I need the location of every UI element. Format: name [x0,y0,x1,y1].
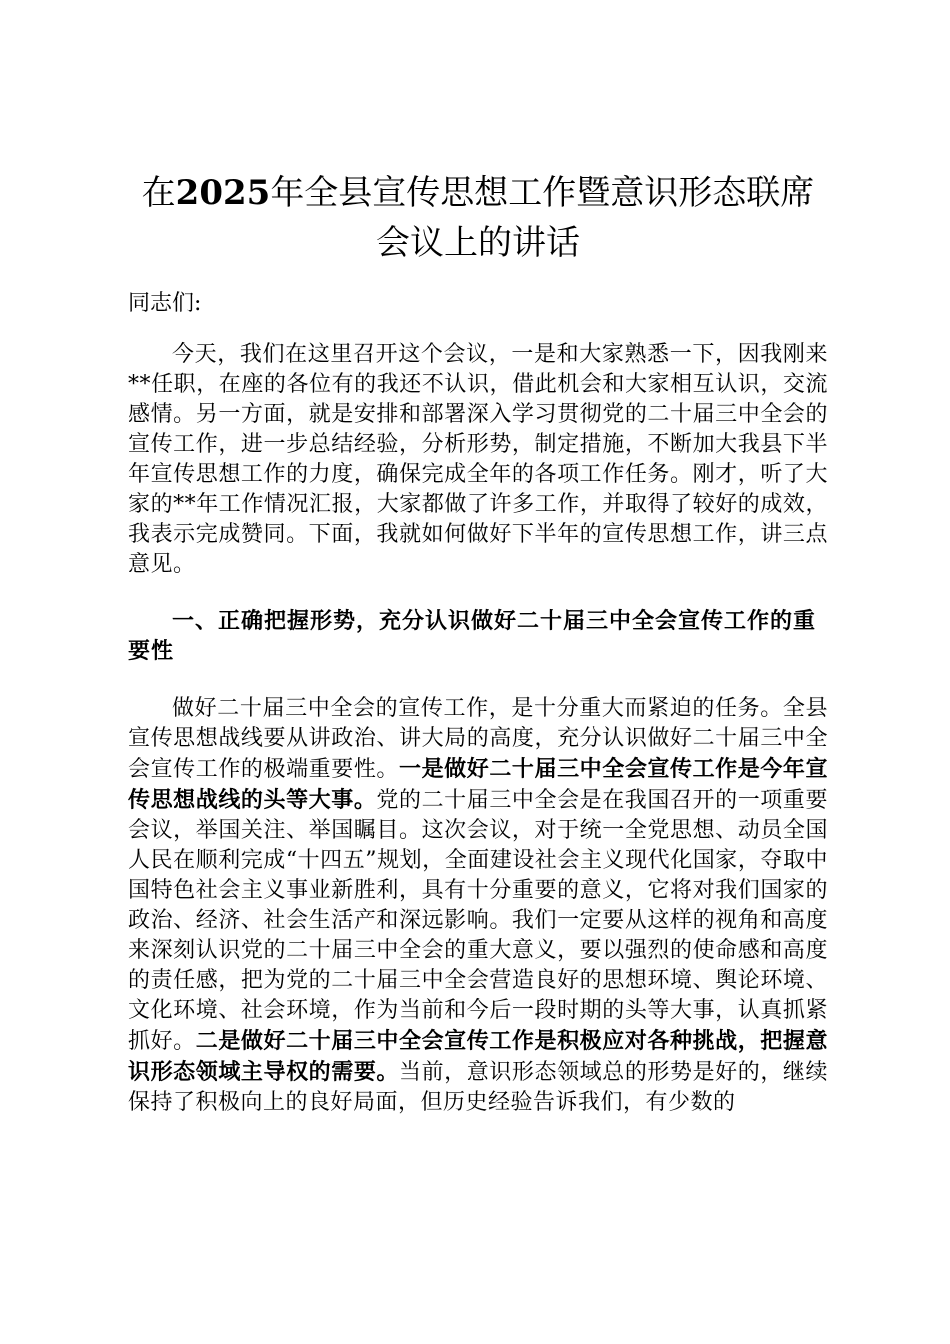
title-prefix: 在 [141,173,176,213]
section-1-text-1: 做好二十届三中全会的宣传工作，是十分重大而紧迫的任务。全县宣传思想战线要从讲政治、讲大局的高度，充分认识做好二十届三中全会宣传工作的极端重要性。 [128,696,828,782]
section-1-text-3: 当前，意识形态领域总的形势是好的，继续保持了积极向上的良好局面，但历史经验告诉我们，有少数的 [128,1060,828,1115]
title-year: 2025 [175,173,271,213]
section-1-heading: 一、正确把握形势，充分认识做好二十届三中全会宣传工作的重要性 [128,608,817,664]
title-suffix: 年全县宣传思想工作暨意识形态联席会议上的讲话 [270,173,815,263]
greeting: 同志们: [128,291,202,316]
document-title [128,168,828,268]
section-1-point-2: 二是做好二十届三中全会宣传工作是积极应对各种挑战，把握意识形态领域主导权的需要。 [128,1028,828,1085]
document-page [128,168,828,1144]
section-1-point-1: 一是做好二十届三中全会宣传工作是今年宣传思想战线的头等大事。 [128,756,828,813]
section-1-text-2: 党的二十届三中全会是在我国召开的一项重要会议，举国关注、举国瞩目。这次会议，对于统一全党思想、动员全国人民在顺利完成“十四五”规划，全面建设社会主义现代化国家，夺取中国特色社会主义事业新胜利，具有十分重要的意义，它将对我们国家的政治、经济、社会生活产和深远影响。我们一定要从这样的视角和高度来深刻认识党的二十届三中全会的重大意义，要以强烈的使命感和高度的责任感，把为党的二十届三中全会营造良好的思想环境、舆论环境、文化环境、社会环境，作为当前和今后一段时期的头等大事，认真抓紧抓好。 [128,788,828,1054]
section-1-paragraph [128,694,828,1118]
intro-paragraph: 今天，我们在这里召开这个会议，一是和大家熟悉一下，因我刚来**任职，在座的各位有的我还不认识，借此机会和大家相互认识，交流感情。另一方面，就是安排和部署深入学习贯彻党的二十届三中全会的宣传工作，进一步总结经验，分析形势，制定措施，不断加大我县下半年宣传思想工作的力度，确保完成全年的各项工作任务。刚才，听了大家的**年工作情况汇报，大家都做了许多工作，并取得了较好的成效，我表示完成赞同。下面，我就如何做好下半年的宣传思想工作，讲三点意见。 [128,342,828,577]
